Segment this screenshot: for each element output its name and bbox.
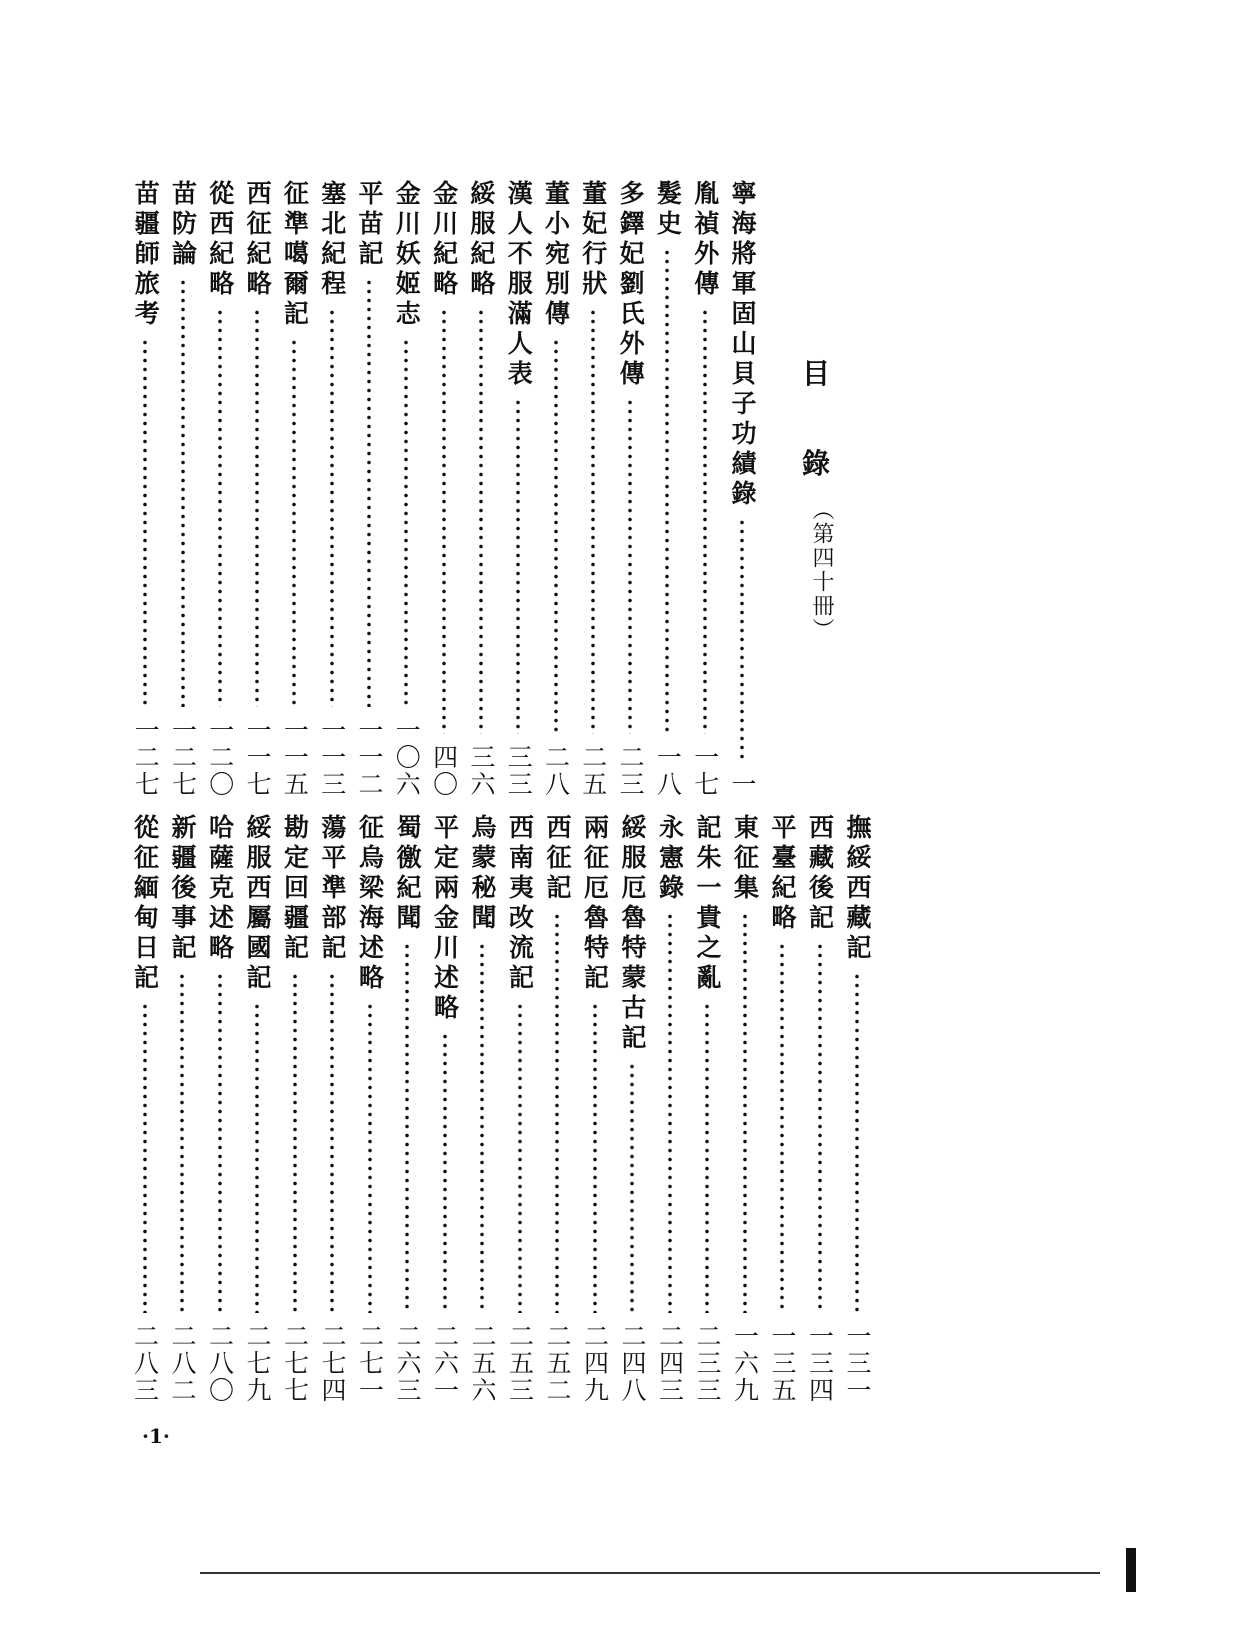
- dot-leader: [218, 308, 222, 707]
- entry-page: 一七: [690, 744, 720, 798]
- entry-page: 一六九: [730, 1323, 760, 1404]
- entry-title: 永憲錄: [655, 814, 685, 904]
- entry-page: 二七四: [318, 1323, 347, 1404]
- dot-leader: [367, 278, 371, 707]
- dot-leader: [480, 942, 484, 1313]
- toc-entry[interactable]: [728, 814, 762, 1404]
- dot-leader: [780, 942, 784, 1313]
- entry-page: 二七一: [355, 1323, 385, 1404]
- dot-leader: [668, 912, 672, 1313]
- entry-title: 苗疆師旅考: [131, 180, 161, 330]
- dot-leader: [255, 1002, 259, 1313]
- toc-entry[interactable]: [128, 180, 162, 798]
- entry-title: 漢人不服滿人表: [504, 180, 534, 390]
- toc-entry[interactable]: [428, 814, 462, 1404]
- toc-entry[interactable]: [240, 814, 274, 1404]
- toc-entry[interactable]: [653, 814, 687, 1404]
- toc-entry[interactable]: [803, 814, 837, 1404]
- entry-page: 一一三: [317, 717, 347, 798]
- toc-title-char-1: 目: [802, 357, 831, 390]
- entry-page: 三六: [466, 744, 496, 798]
- toc-entry[interactable]: [576, 180, 610, 798]
- dot-leader: [479, 308, 483, 734]
- toc-entry[interactable]: [353, 814, 387, 1404]
- dot-leader: [516, 398, 520, 734]
- toc-title-char-2: 錄: [802, 447, 831, 480]
- entry-page: 二八〇: [205, 1323, 235, 1404]
- entry-title: 東征集: [730, 814, 760, 904]
- scan-edge-line: [200, 1572, 1100, 1574]
- entry-page: 一一七: [243, 717, 273, 798]
- entry-title: 胤禎外傳: [690, 180, 720, 300]
- dot-leader: [218, 972, 222, 1313]
- dot-leader: [554, 338, 558, 734]
- toc-entry[interactable]: [578, 814, 612, 1404]
- entry-title: 苗防論: [168, 180, 198, 270]
- entry-page: 二八三: [130, 1323, 160, 1404]
- entry-title: 平定兩金川述略: [430, 814, 460, 1024]
- page-number: ·1·: [142, 1424, 170, 1448]
- entry-title: 塞北紀程: [317, 180, 347, 300]
- toc-entry[interactable]: [540, 814, 574, 1404]
- toc-entry[interactable]: [203, 180, 237, 798]
- dot-leader: [705, 1002, 709, 1313]
- toc-entry[interactable]: [690, 814, 724, 1404]
- dot-leader: [743, 912, 747, 1313]
- dot-leader: [181, 278, 185, 707]
- dot-leader: [818, 942, 822, 1313]
- dot-leader: [442, 308, 446, 734]
- toc-entry[interactable]: [203, 814, 237, 1404]
- toc-entry[interactable]: [765, 814, 799, 1404]
- entry-title: 寧海將軍固山貝子功績錄: [728, 180, 757, 510]
- entry-title: 平臺紀略: [768, 814, 797, 934]
- toc-entry[interactable]: [165, 814, 199, 1404]
- dot-leader: [143, 1002, 147, 1313]
- dot-leader: [292, 338, 296, 707]
- dot-leader: [255, 308, 259, 707]
- dot-leader: [665, 248, 669, 734]
- entry-page: 一二〇: [205, 717, 235, 798]
- entry-page: 一八: [653, 744, 683, 798]
- toc-entry[interactable]: [840, 814, 874, 1404]
- dot-leader: [404, 338, 408, 707]
- toc-entry[interactable]: [278, 814, 312, 1404]
- entry-page: 二八二: [168, 1323, 197, 1404]
- toc-entry[interactable]: [615, 814, 649, 1404]
- entry-page: 一: [728, 771, 757, 798]
- toc-entry[interactable]: [352, 180, 386, 798]
- entry-title: 髮史: [653, 180, 683, 240]
- entry-page: 二三: [616, 744, 646, 798]
- entry-title: 綏服紀略: [466, 180, 496, 300]
- toc-entry[interactable]: [539, 180, 573, 798]
- entry-title: 新疆後事記: [168, 814, 197, 964]
- toc-entry[interactable]: [613, 180, 647, 798]
- dot-leader: [405, 942, 409, 1313]
- dot-leader: [518, 1002, 522, 1313]
- toc-entry[interactable]: [427, 180, 461, 798]
- volume-label: （第四十冊）: [809, 498, 834, 642]
- entry-page: 四〇: [429, 744, 459, 798]
- toc-entry[interactable]: [166, 180, 200, 798]
- entry-title: 從征緬甸日記: [130, 814, 160, 994]
- entry-title: 蕩平準部記: [318, 814, 347, 964]
- entry-title: 兩征厄魯特記: [580, 814, 610, 994]
- entry-title: 記朱一貴之亂: [693, 814, 722, 994]
- dot-leader: [630, 1062, 634, 1313]
- entry-title: 撫綏西藏記: [843, 814, 872, 964]
- dot-leader: [591, 308, 595, 734]
- dot-leader: [703, 308, 707, 734]
- toc-entry[interactable]: [465, 814, 499, 1404]
- entry-title: 平苗記: [355, 180, 384, 270]
- entry-page: 二四三: [655, 1323, 685, 1404]
- dot-leader: [593, 1002, 597, 1313]
- entry-title: 西藏後記: [805, 814, 835, 934]
- entry-page: 一三五: [768, 1323, 797, 1404]
- entry-title: 蜀徼紀聞: [393, 814, 422, 934]
- entry-page: 二七七: [280, 1323, 310, 1404]
- dot-leader: [293, 972, 297, 1313]
- entry-title: 董妃行狀: [578, 180, 608, 300]
- entry-title: 征烏梁海述略: [355, 814, 385, 994]
- toc-entry[interactable]: [503, 814, 537, 1404]
- toc-entry[interactable]: [128, 814, 162, 1404]
- dot-leader: [740, 518, 744, 761]
- dot-leader: [368, 1002, 372, 1313]
- entry-page: 一一二: [355, 717, 384, 798]
- toc-entry[interactable]: [315, 814, 349, 1404]
- toc-entry[interactable]: [277, 180, 311, 798]
- entry-title: 勘定回疆記: [280, 814, 310, 964]
- toc-entry[interactable]: [389, 180, 423, 798]
- toc-entry[interactable]: [501, 180, 535, 798]
- entry-title: 西南夷改流記: [505, 814, 535, 994]
- dot-leader: [855, 972, 859, 1313]
- entry-page: 二七九: [243, 1323, 272, 1404]
- entry-page: 二五二: [543, 1323, 572, 1404]
- entry-page: 二四九: [580, 1323, 610, 1404]
- entry-title: 董小宛別傳: [541, 180, 571, 330]
- entry-page: 二四八: [618, 1323, 647, 1404]
- toc-entry[interactable]: [688, 180, 722, 798]
- dot-leader: [443, 1032, 447, 1313]
- dot-leader: [143, 338, 147, 707]
- entry-title: 綏服厄魯特蒙古記: [618, 814, 647, 1054]
- toc-entry[interactable]: [315, 180, 349, 798]
- entry-title: 多鐸妃劉氏外傳: [616, 180, 646, 390]
- toc-entry[interactable]: [240, 180, 274, 798]
- entry-page: 二五三: [505, 1323, 535, 1404]
- dot-leader: [555, 912, 559, 1313]
- entry-page: 一一五: [280, 717, 310, 798]
- toc-entry[interactable]: [725, 180, 759, 798]
- toc-entry[interactable]: [650, 180, 684, 798]
- entry-page: 一二七: [131, 717, 161, 798]
- entry-page: 三三: [504, 744, 534, 798]
- entry-title: 哈薩克述略: [205, 814, 235, 964]
- entry-page: 二八: [541, 744, 571, 798]
- entry-page: 二五: [578, 744, 608, 798]
- dot-leader: [330, 972, 334, 1313]
- scan-edge-mark: [1126, 1548, 1136, 1592]
- entry-title: 征準噶爾記: [280, 180, 310, 330]
- entry-page: 一三一: [843, 1323, 872, 1404]
- entry-page: 一三四: [805, 1323, 835, 1404]
- dot-leader: [180, 972, 184, 1313]
- entry-title: 西征記: [543, 814, 572, 904]
- entry-title: 金川紀略: [429, 180, 459, 300]
- entry-page: 二五六: [468, 1323, 497, 1404]
- entry-title: 西征紀略: [243, 180, 273, 300]
- entry-title: 金川妖姬志: [392, 180, 422, 330]
- entry-page: 二六三: [393, 1323, 422, 1404]
- entry-title: 綏服西屬國記: [243, 814, 272, 994]
- toc-entry[interactable]: [390, 814, 424, 1404]
- dot-leader: [628, 398, 632, 734]
- entry-page: 一二七: [168, 717, 198, 798]
- entry-page: 二六一: [430, 1323, 460, 1404]
- entry-title: 烏蒙秘聞: [468, 814, 497, 934]
- entry-page: 一〇六: [392, 717, 422, 798]
- toc-entry[interactable]: [464, 180, 498, 798]
- entry-title: 從西紀略: [205, 180, 235, 300]
- entry-page: 二三三: [693, 1323, 722, 1404]
- dot-leader: [330, 308, 334, 707]
